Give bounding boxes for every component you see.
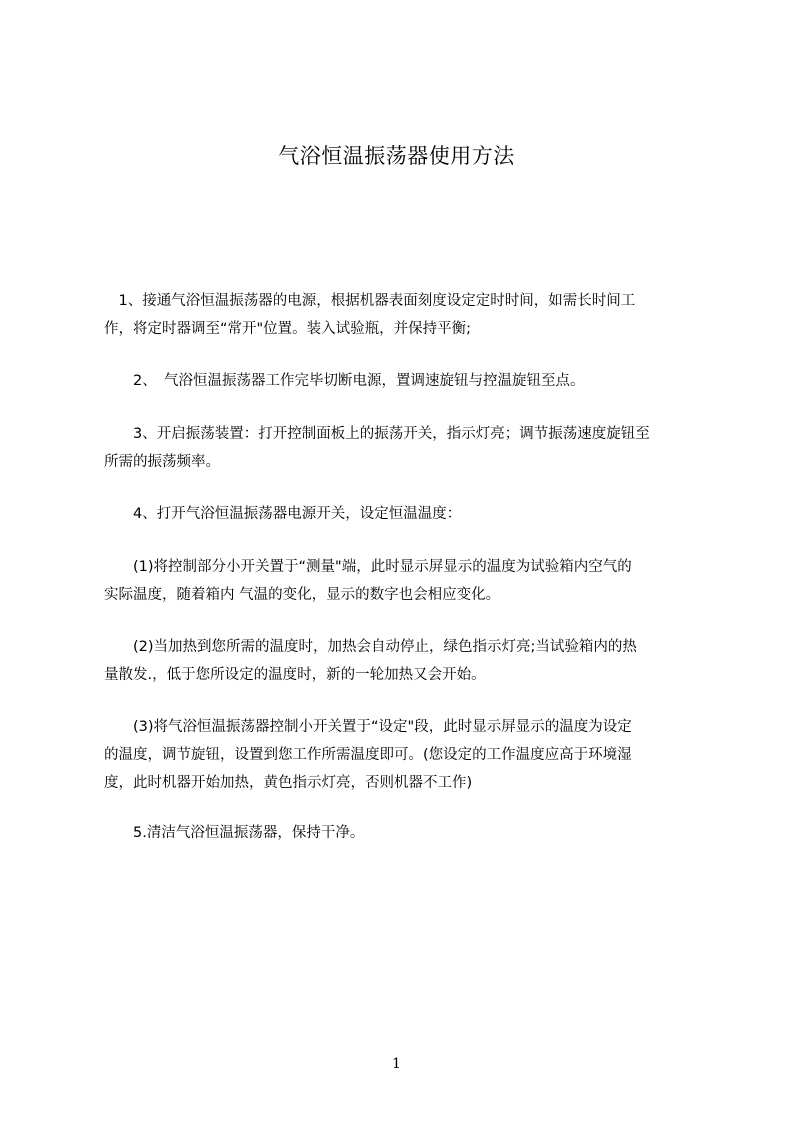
paragraph-step-5 [104, 819, 710, 847]
page-number: 1 [392, 1056, 401, 1072]
page-title: 气浴恒温振荡器使用方法 [278, 144, 515, 168]
paragraph-substep-3 [104, 713, 710, 797]
paragraph-line: (2)当加热到您所需的温度时，加热会自动停止，绿色指示灯亮;当试验箱内的热 [104, 639, 637, 655]
paragraph-line: (3)将气浴恒温振荡器控制小开关置于“设定"段，此时显示屏显示的温度为设定 [104, 719, 632, 735]
paragraph-line: 1、接通气浴恒温振荡器的电源，根据机器表面刻度设定定时时间，如需长时间工 [104, 293, 636, 309]
paragraph-line: (1)将控制部分小开关置于“测量"端，此时显示屏显示的温度为试验箱内空气的 [104, 559, 632, 575]
paragraph-step-3 [104, 420, 710, 476]
paragraph-substep-1 [104, 553, 710, 609]
paragraph-step-4 [104, 500, 710, 528]
paragraph-line: 4、打开气浴恒温振荡器电源开关，设定恒温温度： [104, 506, 462, 522]
paragraph-line: 度，此时机器开始加热，黄色指示灯亮，否则机器不工作) [104, 775, 473, 791]
paragraph-line: 量散发.，低于您所设定的温度时，新的一轮加热又会开始。 [104, 667, 486, 683]
paragraph-line: 所需的振荡频率。 [104, 454, 220, 470]
paragraph-substep-2 [104, 633, 710, 689]
paragraph-step-1 [104, 287, 710, 343]
paragraph-line: 2、 气浴恒温振荡器工作完毕切断电源，置调速旋钮与控温旋钮至点。 [104, 373, 585, 389]
paragraph-step-2 [104, 367, 710, 395]
paragraph-line: 5.清洁气浴恒温振荡器，保持干净。 [104, 825, 365, 841]
paragraph-line: 3、开启振荡装置：打开控制面板上的振荡开关，指示灯亮；调节振荡速度旋钮至 [104, 426, 650, 442]
paragraph-line: 作，将定时器调至“常开"位置。装入试验瓶，并保持平衡; [104, 321, 472, 337]
paragraph-line: 的温度，调节旋钮，设置到您工作所需温度即可。(您设定的工作温度应高于环境湿 [104, 747, 632, 763]
paragraph-line: 实际温度，随着箱内 气温的变化，显示的数字也会相应变化。 [104, 587, 501, 603]
